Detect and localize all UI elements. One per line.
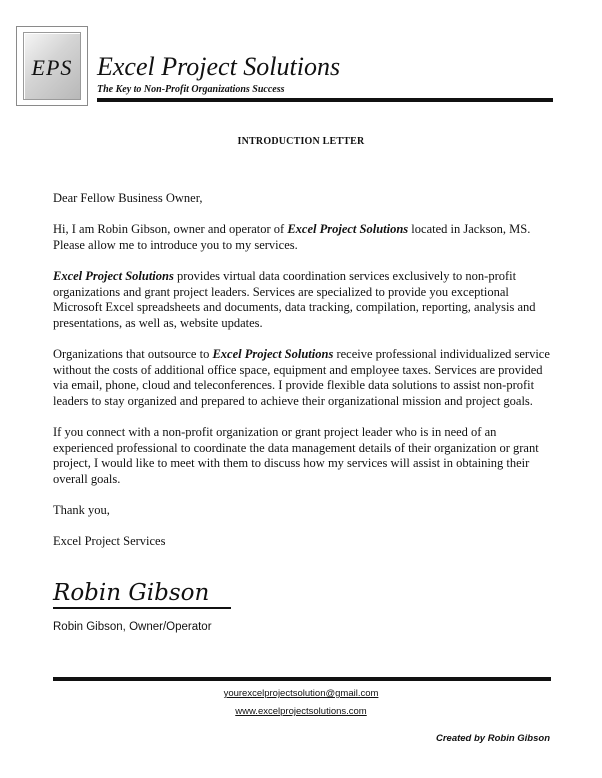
company-tagline: The Key to Non-Profit Organizations Success: [97, 84, 285, 95]
text: Organizations that outsource to: [53, 346, 213, 361]
text: located in Jackson, MS. Please allow me to introduce you to my services.: [53, 222, 531, 252]
signature: Robin Gibson: [53, 580, 210, 606]
text: provides virtual data coordination services exclusively to non-profit organizations and grant project leaders. Services are specialized to provide you exceptional Microsoft Excel spreadsheets and documents, data tracking, compilation, reporting, analysis and presentations, as well as, website updates.: [53, 268, 536, 330]
text: receive professional individualized service without the costs of additional office space, equipment and employee taxes. Services are provided via email, phone, cloud and teleconferences. I provide flexible data solutions to assist non-profit leaders to stay organized and prepared to achieve their organizational mission and project goals.: [53, 346, 550, 408]
company-emphasis: Excel Project Solutions: [287, 222, 409, 237]
company-name: Excel Project Solutions: [97, 52, 341, 81]
closing-organization: Excel Project Services: [53, 534, 166, 549]
logo-text: EPS: [31, 55, 73, 80]
letter-body: [53, 191, 551, 565]
signer-name-title: Robin Gibson, Owner/Operator: [53, 621, 212, 633]
text: Hi, I am Robin Gibson, owner and operator of: [53, 222, 288, 237]
company-emphasis: Excel Project Solutions: [212, 346, 334, 361]
signature-line: [53, 607, 231, 609]
creator-credit: Created by Robin Gibson: [435, 733, 550, 744]
company-logo: [16, 26, 88, 106]
footer-divider: [53, 677, 551, 681]
company-emphasis: Excel Project Solutions: [53, 268, 174, 283]
greeting: Dear Fellow Business Owner,: [53, 191, 203, 205]
paragraph-outsource: [53, 347, 551, 409]
document-heading: INTRODUCTION LETTER: [237, 136, 365, 147]
header-divider: [97, 98, 553, 102]
website-link[interactable]: www.excelprojectsolutions.com: [235, 706, 367, 717]
paragraph-services: [53, 269, 551, 331]
paragraph-intro: [53, 222, 551, 253]
paragraph-referral: If you connect with a non-profit organization or grant project leader who is in need of an experienced professional to coordinate the data management details of their organization or grant project, I would like to meet with them to discuss how my services will assist in obtaining their overall goals.: [53, 424, 539, 486]
logo-plate: [23, 32, 81, 100]
email-link[interactable]: yourexcelprojectsolution@gmail.com: [223, 688, 379, 699]
closing: Thank you,: [53, 502, 110, 517]
